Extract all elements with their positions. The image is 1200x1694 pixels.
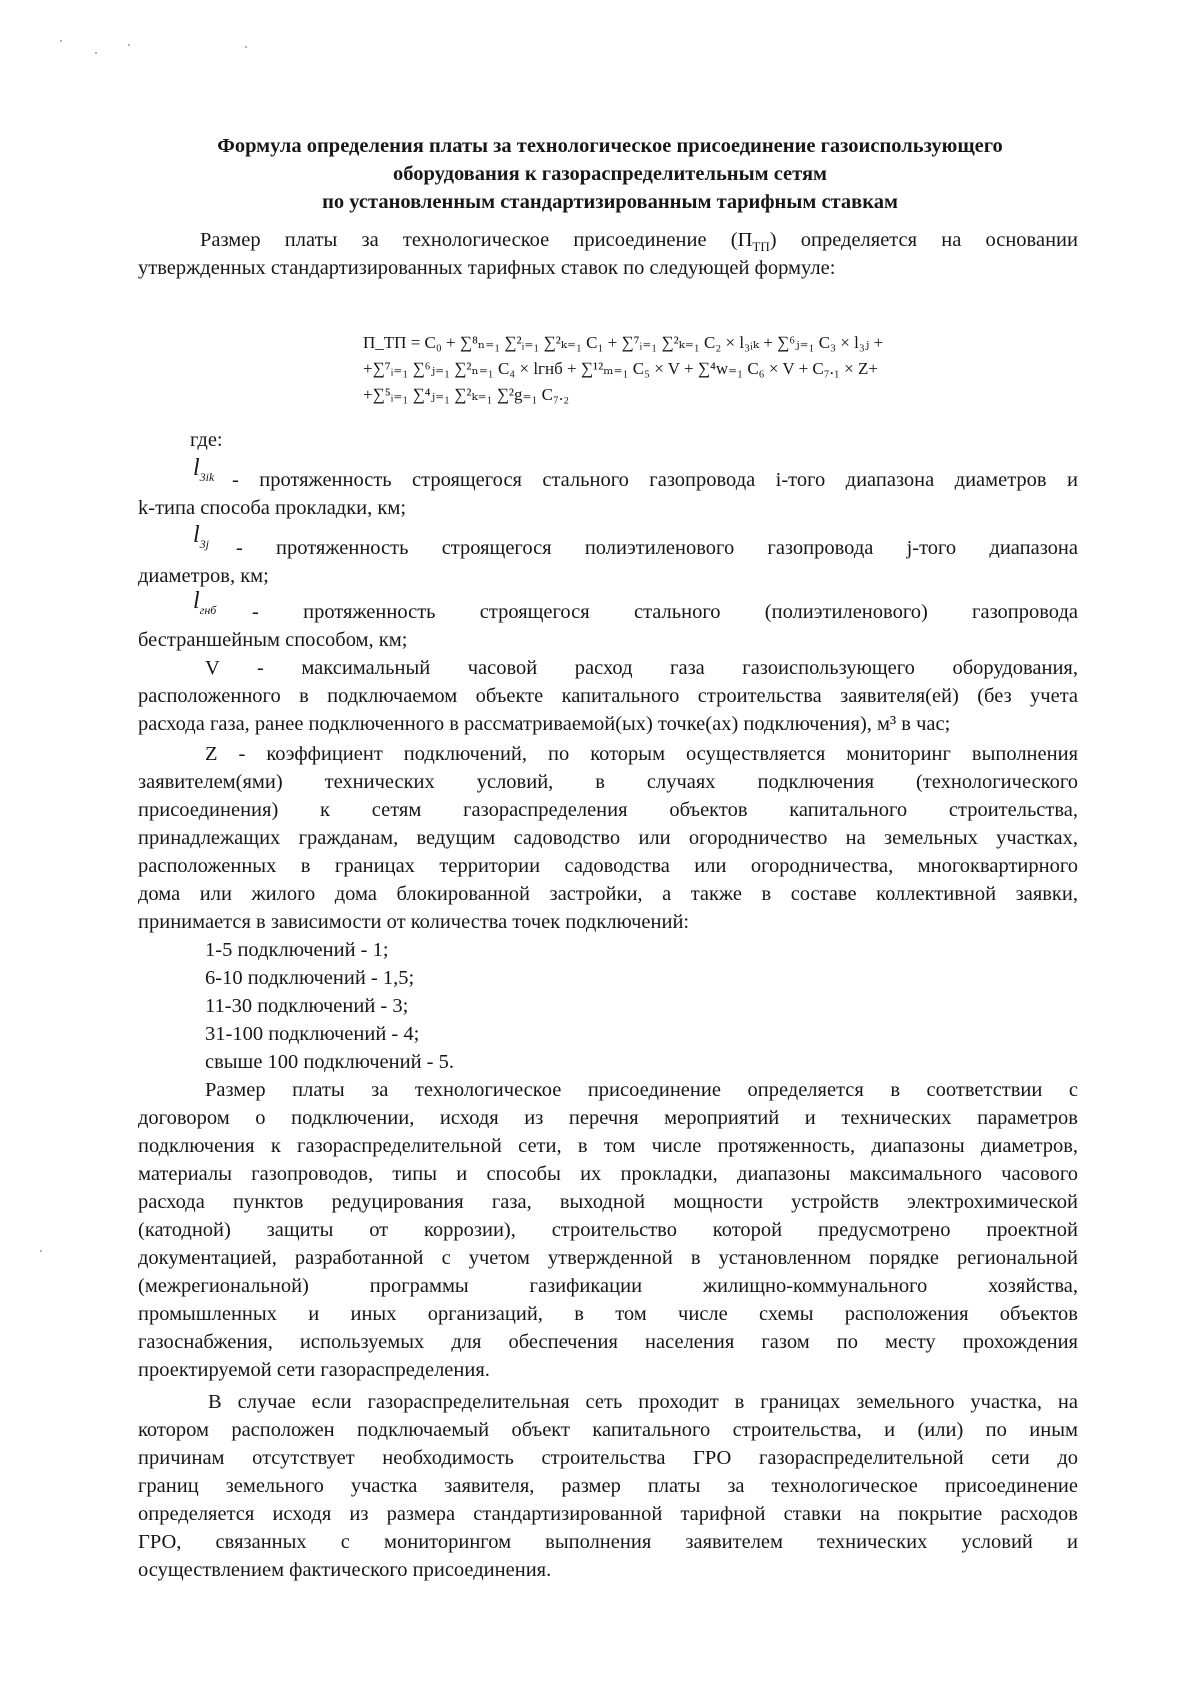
para2-line: (межрегиональной) программы газификации жилищно-коммунального хозяйства, xyxy=(138,1275,1078,1297)
def-l3ik-line: - протяженность строящегося стального газопровода i-того диапазона диаметров и xyxy=(232,469,1078,491)
def-lgnb-line: бестраншейным способом, км; xyxy=(138,629,408,651)
scan-speck xyxy=(128,44,130,46)
para2-line: Размер платы за технологическое присоединение определяется в соответствии с xyxy=(205,1079,1078,1101)
formula-line: П_ТП = C₀ + ∑⁸ₙ₌₁ ∑²ᵢ₌₁ ∑²ₖ₌₁ C₁ + ∑⁷ᵢ₌₁ ∑²ₖ₌₁ C₂ × l₃ᵢₖ + ∑⁶ⱼ₌₁ C₃ × l₃ⱼ + xyxy=(363,333,884,352)
scan-speck xyxy=(245,46,247,48)
para2-line: расхода пунктов редуцирования газа, выходной мощности устройств электрохимической xyxy=(138,1191,1078,1213)
symbol-l3ik: $l_{3ik}$ xyxy=(193,455,215,484)
def-z-line: расположенных в границах территории садоводства или огородничества, многоквартирного xyxy=(138,855,1078,877)
title-line: по установленным стандартизированным тарифным ставкам xyxy=(322,191,898,213)
scan-speck xyxy=(60,40,62,42)
para3-line: ГРО, связанных с мониторингом выполнения заявителем технических условий и xyxy=(138,1531,1078,1553)
para2-line: проектируемой сети газораспределения. xyxy=(138,1359,490,1381)
scan-speck xyxy=(95,52,97,54)
para3-line: котором расположен подключаемый объект капитального строительства, и (или) по иным xyxy=(138,1419,1078,1441)
para3-line: определяется исходя из размера стандартизированной тарифной ставки на покрытие расходов xyxy=(138,1503,1078,1525)
def-v-line: расхода газа, ранее подключенного в рассматриваемой(ых) точке(ах) подключения), м³ в час; xyxy=(138,713,951,735)
def-z-line: присоединения) к сетям газораспределения объектов капитального строительства, xyxy=(138,799,1078,821)
scan-speck xyxy=(40,1250,42,1252)
z-value-item: 1-5 подключений - 1; xyxy=(205,939,389,961)
para2-line: газоснабжения, используемых для обеспечения населения газом по месту прохождения xyxy=(138,1331,1078,1353)
def-l3j-line: - протяженность строящегося полиэтиленового газопровода j-того диапазона xyxy=(236,537,1078,559)
def-lgnb-line: - протяженность строящегося стального (полиэтиленового) газопровода xyxy=(252,601,1078,623)
def-z-line: принимается в зависимости от количества точек подключений: xyxy=(138,911,690,933)
intro-line-2: утвержденных стандартизированных тарифных ставок по следующей формуле: xyxy=(138,257,836,279)
para3-line: причинам отсутствует необходимость строительства ГРО газораспределительной сети до xyxy=(138,1447,1078,1469)
z-value-item: 11-30 подключений - 3; xyxy=(205,995,409,1017)
symbol-lgnb: $l_{гнб}$ xyxy=(193,588,217,617)
formula-line: +∑⁷ᵢ₌₁ ∑⁶ⱼ₌₁ ∑²ₙ₌₁ C₄ × lгнб + ∑¹²ₘ₌₁ C₅ × V + ∑⁴w₌₁ C₆ × V + C₇.₁ × Z+ xyxy=(363,359,878,378)
para2-line: промышленных и иных организаций, в том числе схемы расположения объектов xyxy=(138,1303,1078,1325)
para3-line: В случае если газораспределительная сеть проходит в границах земельного участка, на xyxy=(208,1391,1078,1413)
para2-line: документацией, разработанной с учетом утвержденной в установленном порядке региональной xyxy=(138,1247,1078,1269)
def-z-line: принадлежащих гражданам, ведущим садоводство или огородничество на земельных участках, xyxy=(138,827,1078,849)
para3-line: осуществлением фактического присоединения. xyxy=(138,1559,552,1581)
formula-line: +∑⁵ᵢ₌₁ ∑⁴ⱼ₌₁ ∑²ₖ₌₁ ∑²g₌₁ C₇.₂ xyxy=(363,385,570,404)
para2-line: подключения к газораспределительной сети, в том числе протяженность, диапазоны диаметров, xyxy=(138,1135,1078,1157)
z-value-item: свыше 100 подключений - 5. xyxy=(205,1051,454,1073)
def-z-line: заявителем(ями) технических условий, в случаях подключения (технологического xyxy=(138,771,1078,793)
z-value-item: 6-10 подключений - 1,5; xyxy=(205,967,415,989)
def-v-line: расположенного в подключаемом объекте капитального строительства заявителя(ей) (без учета xyxy=(138,685,1078,707)
def-v-line: V - максимальный часовой расход газа газоиспользующего оборудования, xyxy=(205,657,1078,679)
intro-subscript: ТП xyxy=(752,239,770,255)
title-line: оборудования к газораспределительным сетям xyxy=(393,163,827,185)
para2-line: (катодной) защиты от коррозии), строительство которой предусмотрено проектной xyxy=(138,1219,1078,1241)
where-label: где: xyxy=(190,429,223,451)
para2-line: материалы газопроводов, типы и способы их прокладки, диапазоны максимального часового xyxy=(138,1163,1078,1185)
symbol-l3j: $l_{3j}$ xyxy=(193,522,210,551)
document-title xyxy=(140,132,1080,216)
title-line: Формула определения платы за технологическое присоединение газоиспользующего xyxy=(217,135,1003,157)
intro-text: Размер платы за технологическое присоединение (П xyxy=(200,229,753,251)
def-z-line: дома или жилого дома блокированной застройки, а также в составе коллективной заявки, xyxy=(138,883,1078,905)
para3-line: границ земельного участка заявителя, размер платы за технологическое присоединение xyxy=(138,1475,1078,1497)
def-l3ik-line: k-типа способа прокладки, км; xyxy=(138,497,407,519)
tariff-formula xyxy=(363,330,883,408)
def-z-line: Z - коэффициент подключений, по которым осуществляется мониторинг выполнения xyxy=(205,743,1078,765)
z-value-item: 31-100 подключений - 4; xyxy=(205,1023,420,1045)
intro-tail: ) определяется на основании xyxy=(769,229,1078,251)
para2-line: договором о подключении, исходя из перечня мероприятий и технических параметров xyxy=(138,1107,1078,1129)
def-l3j-line: диаметров, км; xyxy=(138,565,269,587)
